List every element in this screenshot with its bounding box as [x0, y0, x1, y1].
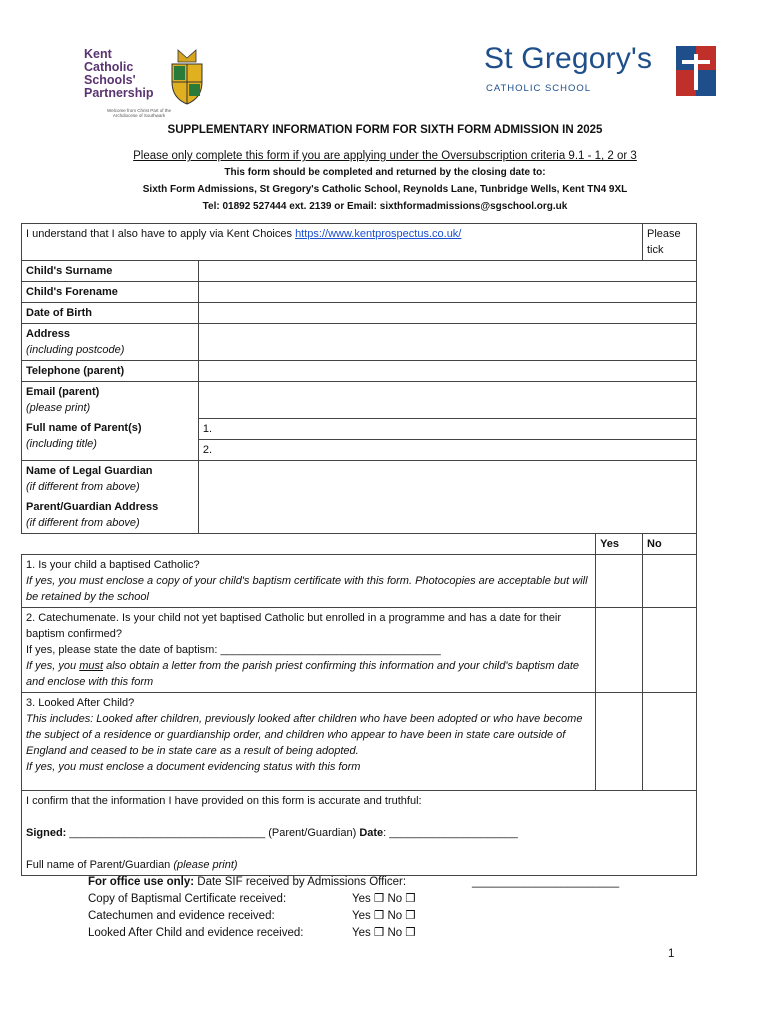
office-looked-after-yes-no[interactable]: Yes ❒ No ❒	[352, 927, 416, 939]
office-looked-after-label: Looked After Child and evidence received:	[88, 927, 304, 939]
question-1-text: 1. Is your child a baptised Catholic?	[26, 558, 200, 571]
question-2-date: If yes, please state the date of baptism: ____________________________________	[26, 643, 441, 656]
please-tick-cell[interactable]	[643, 224, 697, 261]
guardian-address-label: Parent/Guardian Address	[26, 500, 159, 513]
question-3-no-box[interactable]	[643, 692, 697, 790]
question-2-note	[26, 658, 591, 690]
fullname-line[interactable]	[26, 857, 692, 873]
date-label: Date	[359, 826, 384, 839]
office-row-looked-after	[88, 925, 619, 942]
question-3-note: This includes: Looked after children, previously looked after children who have been adopted or who have become the subject of a residence or guardianship order, and children who appear to have been in state care outside of England and ceased to be in state care as a result of being adopted.	[26, 712, 583, 757]
application-form-table	[21, 223, 697, 876]
return-instructions: This form should be completed and returned by the closing date to:	[224, 167, 546, 178]
office-row-received	[88, 874, 619, 891]
question-2-text: 2. Catechumenate. Is your child not yet baptised Catholic but enrolled in a programme and has a date for their baptism confirmed?	[26, 611, 562, 640]
guardian-note: (if different from above)	[26, 480, 140, 493]
parents-label-cell	[22, 418, 199, 460]
parents-label: Full name of Parent(s)	[26, 422, 142, 434]
email-label: Email (parent)	[26, 386, 100, 398]
address-label-cell	[22, 324, 199, 361]
office-received-label: Date SIF received by Admissions Officer:	[194, 876, 407, 888]
guardian-label-cell	[22, 460, 199, 497]
kent-choices-row	[22, 224, 643, 261]
please-tick-label: Please tick	[647, 228, 681, 256]
kent-choices-text: I understand that I also have to apply via Kent Choices	[26, 228, 296, 240]
yes-no-header-spacer	[22, 533, 596, 554]
question-2-yes-box[interactable]	[596, 607, 643, 692]
parent1-number: 1.	[202, 422, 213, 435]
parent2-field[interactable]	[198, 439, 696, 460]
return-address: Sixth Form Admissions, St Gregory's Catholic School, Reynolds Lane, Tunbridge Wells, Kent TN4 9XL	[142, 184, 628, 195]
question-3-text: 3. Looked After Child?	[26, 696, 135, 709]
office-heading: For office use only:	[88, 876, 195, 888]
email-field[interactable]	[198, 382, 696, 419]
question-2-no-box[interactable]	[643, 607, 697, 692]
fullname-label: Full name of Parent/Guardian	[26, 858, 174, 871]
address-label: Address	[26, 328, 71, 340]
email-note: (please print)	[26, 402, 91, 414]
guardian-address-label-cell	[22, 497, 199, 534]
criteria-note: Please only complete this form if you are applying under the Oversubscription criteria 9.1 - 1, 2 or 3	[133, 150, 637, 162]
declaration-text: I confirm that the information I have provided on this form is accurate and truthful:	[26, 794, 422, 807]
address-field[interactable]	[198, 324, 696, 361]
question-1-no-box[interactable]	[643, 554, 697, 607]
question-1	[22, 554, 596, 607]
yes-header: Yes	[596, 533, 643, 554]
parent2-number: 2.	[202, 443, 213, 456]
question-2-note-must: must	[79, 659, 104, 672]
kcsp-line: Catholic	[84, 60, 134, 74]
kcsp-logo	[84, 44, 204, 122]
parents-note: (including title)	[26, 438, 97, 450]
signed-label: Signed:	[26, 826, 67, 839]
question-2	[22, 607, 596, 692]
school-name: St Gregory's	[484, 42, 653, 75]
contact-details: Tel: 01892 527444 ext. 2139 or Email: sixthformadmissions@sgschool.org.uk	[202, 201, 568, 212]
kcsp-line: Schools'	[84, 73, 136, 87]
kcsp-motto: Welcome from Christ Part of the Archdiocese of Southwark	[107, 108, 171, 118]
question-2-note-b: also obtain a letter from the parish priest confirming this information and your child's baptism date and enclose with this form	[26, 659, 579, 688]
office-baptismal-label: Copy of Baptismal Certificate received:	[88, 893, 287, 905]
crest-icon	[164, 46, 210, 106]
fullname-note: (please print)	[173, 858, 238, 871]
form-title: SUPPLEMENTARY INFORMATION FORM FOR SIXTH FORM ADMISSION IN 2025	[167, 124, 603, 136]
guardian-address-note: (if different from above)	[26, 516, 140, 529]
forename-field[interactable]	[198, 282, 696, 303]
guardian-field[interactable]	[198, 460, 696, 497]
signed-field: ________________________________ (Parent/Guardian)	[66, 826, 360, 839]
parent1-field[interactable]	[198, 418, 696, 439]
email-label-cell	[22, 382, 199, 419]
st-gregorys-logo	[484, 42, 724, 100]
page-number: 1	[668, 948, 675, 960]
telephone-field[interactable]	[198, 361, 696, 382]
question-3	[22, 692, 596, 790]
question-3-note2: If yes, you must enclose a document evidencing status with this form	[26, 760, 361, 773]
address-note: (including postcode)	[26, 344, 125, 356]
telephone-label: Telephone (parent)	[22, 361, 199, 382]
shield-icon	[676, 46, 716, 98]
guardian-address-field[interactable]	[198, 497, 696, 534]
office-received-line[interactable]: _______________________	[472, 876, 620, 888]
no-header: No	[643, 533, 697, 554]
guardian-label: Name of Legal Guardian	[26, 464, 153, 477]
dob-field[interactable]	[198, 303, 696, 324]
dob-label: Date of Birth	[22, 303, 199, 324]
office-baptismal-yes-no[interactable]: Yes ❒ No ❒	[352, 893, 416, 905]
date-field: : _____________________	[383, 826, 518, 839]
declaration	[22, 790, 697, 875]
question-1-yes-box[interactable]	[596, 554, 643, 607]
signature-line[interactable]	[26, 825, 692, 841]
kcsp-wordmark	[84, 48, 153, 100]
office-row-baptismal	[88, 891, 619, 908]
surname-field[interactable]	[198, 261, 696, 282]
question-2-note-a: If yes, you	[26, 659, 80, 672]
surname-label: Child's Surname	[22, 261, 199, 282]
office-use-section	[88, 874, 619, 942]
kcsp-line: Partnership	[84, 86, 154, 100]
kcsp-line: Kent	[84, 47, 112, 61]
forename-label: Child's Forename	[22, 282, 199, 303]
school-sub: CATHOLIC SCHOOL	[486, 83, 592, 94]
question-3-yes-box[interactable]	[596, 692, 643, 790]
office-catechumen-yes-no[interactable]: Yes ❒ No ❒	[352, 910, 416, 922]
kent-prospectus-link[interactable]: https://www.kentprospectus.co.uk/	[295, 228, 462, 240]
question-1-note: If yes, you must enclose a copy of your child's baptism certificate with this form. Photocopies are acceptable but will be retained by the school	[26, 574, 588, 603]
office-catechumen-label: Catechumen and evidence received:	[88, 910, 275, 922]
office-row-catechumen	[88, 908, 619, 925]
